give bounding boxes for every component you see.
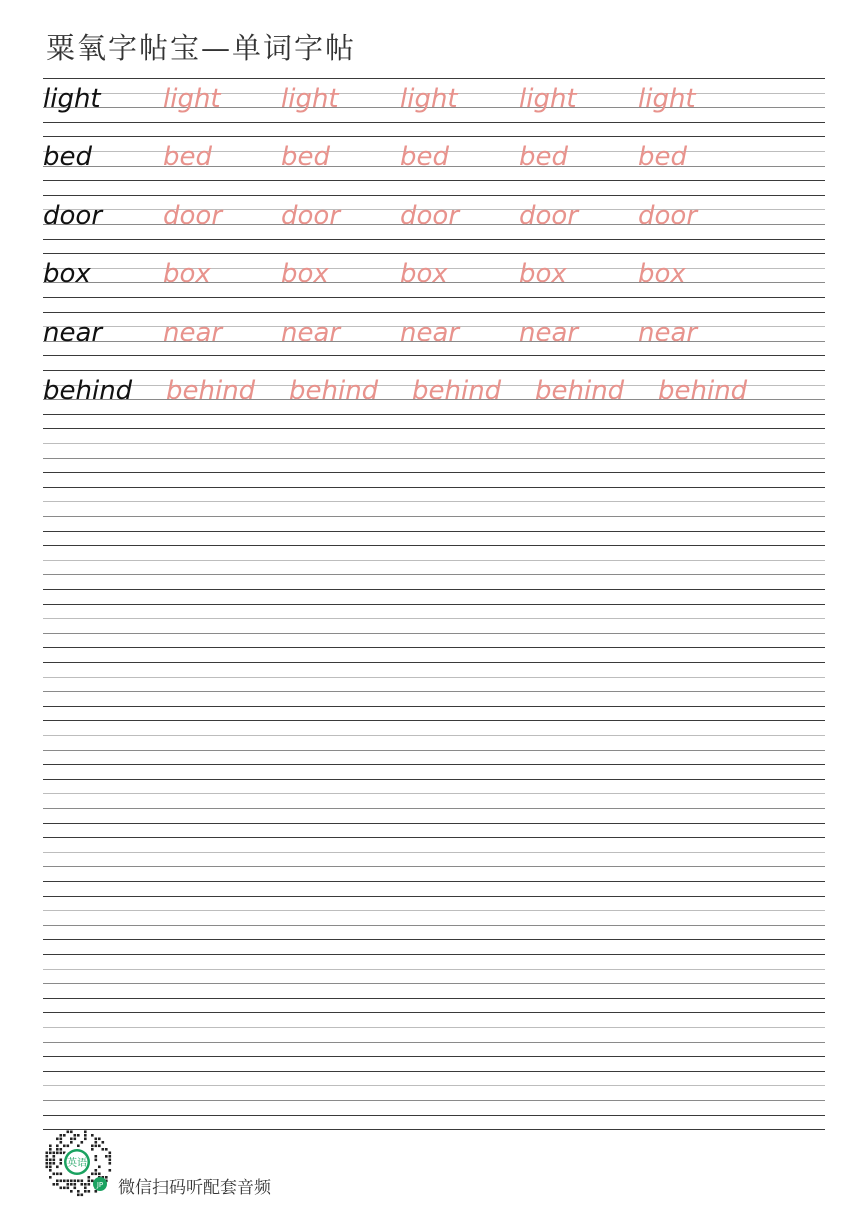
trace-word: bed [519,142,569,172]
ruled-line [43,589,825,590]
ruled-line [43,1115,825,1116]
ruled-line [43,691,825,692]
ruled-line [43,501,825,502]
model-word: light [43,84,101,114]
ruled-line [43,939,825,940]
trace-word: behind [289,376,379,406]
trace-word: door [400,201,460,231]
ruled-line [43,837,825,838]
ruled-line [43,297,825,298]
ruled-line [43,706,825,707]
trace-word: bed [638,142,688,172]
trace-word: door [519,201,579,231]
ruled-line [43,925,825,926]
ruled-line [43,574,825,575]
qr-badge-text: 英语 [67,1158,87,1169]
ruled-line [43,793,825,794]
ruled-line [43,998,825,999]
ruled-line [43,969,825,970]
ruled-line [43,136,825,137]
trace-word: light [519,84,577,114]
ruled-line [43,604,825,605]
trace-word: bed [163,142,213,172]
trace-word: behind [412,376,502,406]
trace-word: door [638,201,698,231]
ruled-line [43,1042,825,1043]
ruled-line [43,852,825,853]
ruled-line [43,78,825,79]
ruled-line [43,253,825,254]
trace-word: behind [535,376,625,406]
ruled-line [43,618,825,619]
ruled-line [43,1085,825,1086]
writing-sheet [43,0,825,1227]
ruled-line [43,180,825,181]
ruled-line [43,458,825,459]
ruled-line [43,866,825,867]
ruled-line [43,195,825,196]
ruled-line [43,808,825,809]
ruled-line [43,633,825,634]
ruled-line [43,881,825,882]
page-title: 粟氧字帖宝—单词字帖 [46,31,357,65]
model-word: door [43,201,103,231]
ruled-line [43,764,825,765]
ruled-line [43,910,825,911]
ruled-line [43,779,825,780]
ruled-line [43,239,825,240]
ruled-line [43,720,825,721]
footer [42,1127,362,1199]
model-word: near [43,318,103,348]
trace-word: light [163,84,221,114]
ruled-line [43,545,825,546]
trace-word: box [638,259,686,289]
ruled-line [43,122,825,123]
ruled-line [43,1100,825,1101]
trace-word: light [638,84,696,114]
model-word: bed [43,142,93,172]
ruled-line [43,312,825,313]
trace-word: box [400,259,448,289]
trace-word: behind [658,376,748,406]
trace-word: light [281,84,339,114]
trace-word: behind [166,376,256,406]
ruled-line [43,443,825,444]
qr-corner-badge: JP [96,1181,104,1189]
ruled-line [43,560,825,561]
model-word: box [43,259,91,289]
trace-word: box [163,259,211,289]
trace-word: box [519,259,567,289]
footer-caption: 微信扫码听配套音频 [118,1178,271,1198]
ruled-line [43,677,825,678]
ruled-line [43,516,825,517]
ruled-line [43,662,825,663]
trace-word: light [400,84,458,114]
qr-code-icon [42,1127,112,1197]
ruled-line [43,355,825,356]
ruled-line [43,1012,825,1013]
ruled-line [43,370,825,371]
ruled-line [43,1071,825,1072]
ruled-line [43,954,825,955]
ruled-line [43,472,825,473]
trace-word: door [163,201,223,231]
trace-word: bed [400,142,450,172]
ruled-line [43,647,825,648]
trace-word: near [400,318,460,348]
ruled-line [43,414,825,415]
ruled-line [43,750,825,751]
trace-word: near [281,318,341,348]
ruled-line [43,896,825,897]
trace-word: near [163,318,223,348]
ruled-line [43,428,825,429]
ruled-line [43,1027,825,1028]
trace-word: box [281,259,329,289]
trace-word: bed [281,142,331,172]
trace-word: near [638,318,698,348]
ruled-line [43,531,825,532]
ruled-line [43,823,825,824]
ruled-line [43,983,825,984]
trace-word: near [519,318,579,348]
ruled-line [43,1056,825,1057]
ruled-line [43,487,825,488]
model-word: behind [43,376,133,406]
trace-word: door [281,201,341,231]
ruled-line [43,735,825,736]
